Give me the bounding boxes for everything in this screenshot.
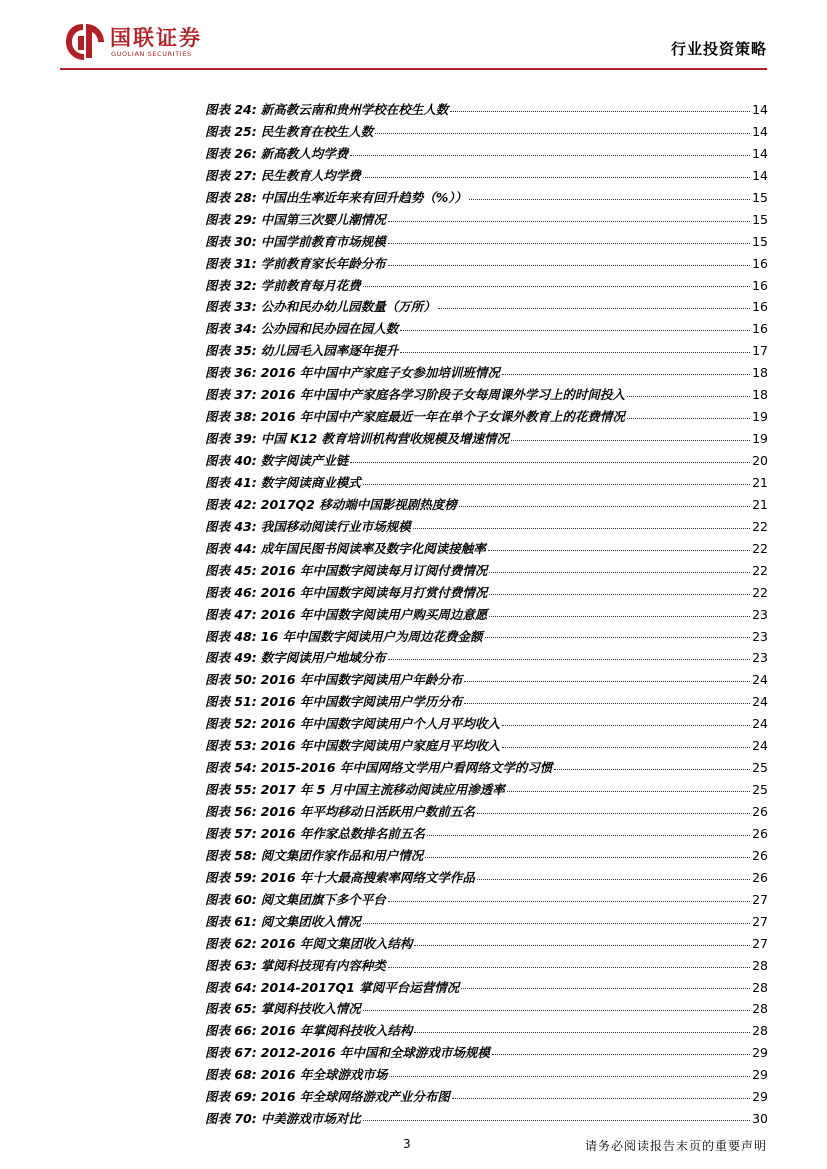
- toc-entry[interactable]: [205, 428, 768, 450]
- toc-leader-dots: [488, 550, 750, 551]
- toc-entry-title: 学前教育每月花费: [260, 277, 361, 293]
- toc-entry[interactable]: [205, 845, 768, 867]
- toc-entry-page: 19: [752, 409, 768, 425]
- toc-entry-page: 26: [752, 825, 768, 841]
- figure-index-list: [205, 99, 768, 1130]
- toc-entry[interactable]: [205, 253, 768, 275]
- toc-leader-dots: [489, 616, 750, 617]
- toc-entry-label: 图表 38:: [205, 409, 257, 425]
- toc-entry-page: 14: [752, 102, 768, 117]
- toc-leader-dots: [389, 1076, 750, 1077]
- toc-entry-title: 2016 年中国中产家庭子女参加培训班情况: [260, 365, 500, 381]
- toc-leader-dots: [464, 681, 750, 682]
- toc-entry-title: 民生教育在校生人数: [260, 123, 374, 139]
- toc-entry-label: 图表 43:: [205, 518, 257, 534]
- toc-entry[interactable]: [205, 340, 768, 362]
- toc-entry[interactable]: [205, 977, 768, 999]
- toc-entry-page: 29: [752, 1067, 768, 1083]
- toc-entry-label: 图表 27:: [205, 167, 257, 183]
- toc-leader-dots: [627, 418, 750, 419]
- toc-entry-title: 成年国民图书阅读率及数字化阅读接触率: [260, 540, 486, 556]
- toc-leader-dots: [414, 1032, 750, 1033]
- toc-entry-page: 25: [752, 782, 768, 798]
- toc-leader-dots: [388, 901, 750, 902]
- toc-entry[interactable]: [205, 165, 768, 187]
- toc-leader-dots: [464, 703, 750, 704]
- toc-entry-title: 2016 年中国中产家庭各学习阶段子女每周课外学习上的时间投入: [260, 387, 625, 403]
- toc-entry[interactable]: [205, 691, 768, 713]
- toc-entry-label: 图表 57:: [205, 825, 257, 841]
- toc-entry-label: 图表 49:: [205, 650, 257, 666]
- toc-entry-label: 图表 48:: [205, 628, 257, 644]
- toc-entry-title: 中国 K12 教育培训机构营收规模及增速情况: [260, 431, 510, 447]
- toc-entry[interactable]: [205, 494, 768, 516]
- toc-entry-page: 27: [752, 935, 768, 951]
- toc-entry-label: 图表 50:: [205, 672, 257, 688]
- toc-entry-label: 图表 37:: [205, 387, 257, 403]
- toc-leader-dots: [627, 396, 750, 397]
- toc-entry-title: 数字阅读商业模式: [260, 474, 361, 490]
- toc-leader-dots: [400, 352, 750, 353]
- toc-leader-dots: [502, 725, 750, 726]
- toc-entry-page: 24: [752, 716, 768, 732]
- toc-leader-dots: [450, 111, 750, 112]
- toc-entry-title: 2017Q2 移动端中国影视剧热度榜: [260, 496, 457, 512]
- toc-entry[interactable]: [205, 121, 768, 143]
- toc-entry[interactable]: [205, 209, 768, 231]
- toc-entry-label: 图表 41:: [205, 474, 257, 490]
- toc-entry-title: 2016 年中国数字阅读用户年龄分布: [260, 672, 463, 688]
- toc-entry[interactable]: [205, 626, 768, 648]
- toc-entry-page: 15: [752, 189, 768, 205]
- toc-entry-page: 21: [752, 496, 768, 512]
- toc-entry[interactable]: [205, 1064, 768, 1086]
- toc-entry-label: 图表 34:: [205, 321, 257, 337]
- logo-subtitle: GUOLIAN SECURITIES: [111, 50, 192, 58]
- toc-leader-dots: [452, 1098, 750, 1099]
- toc-entry[interactable]: [205, 318, 768, 340]
- toc-entry-label: 图表 55:: [205, 782, 257, 798]
- toc-leader-dots: [363, 1010, 750, 1011]
- toc-entry-page: 28: [752, 957, 768, 973]
- toc-entry[interactable]: [205, 823, 768, 845]
- toc-entry-title: 2016 年中国中产家庭最近一年在单个子女课外教育上的花费情况: [260, 409, 625, 425]
- toc-entry[interactable]: [205, 998, 768, 1020]
- toc-entry-label: 图表 66:: [205, 1023, 257, 1039]
- toc-entry-label: 图表 67:: [205, 1045, 257, 1061]
- toc-leader-dots: [554, 769, 750, 770]
- toc-leader-dots: [492, 1054, 750, 1055]
- toc-entry-label: 图表 25:: [205, 123, 257, 139]
- toc-leader-dots: [363, 923, 750, 924]
- toc-entry-label: 图表 35:: [205, 343, 257, 359]
- toc-entry-page: 28: [752, 1023, 768, 1039]
- toc-entry-page: 26: [752, 869, 768, 885]
- toc-entry-title: 2016 年阅文集团收入结构: [260, 935, 413, 951]
- page-number: 3: [403, 1137, 411, 1151]
- toc-entry[interactable]: [205, 296, 768, 318]
- toc-entry-label: 图表 54:: [205, 760, 257, 776]
- header-divider: [60, 68, 767, 70]
- toc-entry-label: 图表 58:: [205, 847, 257, 863]
- toc-entry-page: 19: [752, 431, 768, 447]
- toc-entry-label: 图表 39:: [205, 431, 257, 447]
- toc-entry-title: 2016 年掌阅科技收入结构: [260, 1023, 413, 1039]
- toc-entry-label: 图表 24:: [205, 102, 257, 117]
- toc-entry[interactable]: [205, 384, 768, 406]
- toc-entry-title: 中美游戏市场对比: [260, 1111, 361, 1127]
- toc-entry-page: 21: [752, 474, 768, 490]
- toc-entry-page: 27: [752, 891, 768, 907]
- toc-entry[interactable]: [205, 143, 768, 165]
- toc-entry-title: 新高教人均学费: [260, 145, 349, 161]
- toc-entry-title: 民生教育人均学费: [260, 167, 361, 183]
- logo-emblem-icon: [60, 18, 106, 64]
- toc-entry-label: 图表 32:: [205, 277, 257, 293]
- toc-entry[interactable]: [205, 669, 768, 691]
- toc-entry-page: 15: [752, 211, 768, 227]
- toc-entry-title: 阅文集团旗下多个平台: [260, 891, 386, 907]
- toc-entry[interactable]: [205, 801, 768, 823]
- toc-entry[interactable]: [205, 560, 768, 582]
- toc-entry-title: 中国学前教育市场规模: [260, 233, 386, 249]
- toc-entry-page: 22: [752, 562, 768, 578]
- toc-entry-title: 2016 年全球游戏市场: [260, 1067, 388, 1083]
- toc-entry-label: 图表 65:: [205, 1001, 257, 1017]
- toc-entry-title: 2017 年 5 月中国主流移动阅读应用渗透率: [260, 782, 505, 798]
- toc-entry-page: 22: [752, 584, 768, 600]
- toc-entry-label: 图表 33:: [205, 299, 257, 315]
- toc-entry-label: 图表 61:: [205, 913, 257, 929]
- toc-leader-dots: [363, 1120, 750, 1121]
- toc-entry[interactable]: [205, 187, 768, 209]
- toc-entry-page: 14: [752, 145, 768, 161]
- toc-entry-page: 23: [752, 606, 768, 622]
- toc-entry-label: 图表 31:: [205, 255, 257, 271]
- toc-entry-title: 阅文集团作家作品和用户情况: [260, 847, 424, 863]
- toc-entry-page: 24: [752, 738, 768, 754]
- toc-entry-title: 掌阅科技收入情况: [260, 1001, 361, 1017]
- toc-leader-dots: [502, 747, 750, 748]
- toc-entry-page: 24: [752, 694, 768, 710]
- toc-leader-dots: [477, 879, 750, 880]
- toc-entry[interactable]: [205, 867, 768, 889]
- report-category: 行业投资策略: [670, 40, 767, 58]
- toc-entry-label: 图表 29:: [205, 211, 257, 227]
- toc-entry-page: 25: [752, 760, 768, 776]
- toc-entry-title: 2016 年中国数字阅读用户个人月平均收入: [260, 716, 500, 732]
- toc-leader-dots: [489, 594, 750, 595]
- toc-leader-dots: [469, 199, 750, 200]
- toc-leader-dots: [438, 308, 750, 309]
- toc-entry-title: 2016 年平均移动日活跃用户数前五名: [260, 804, 475, 819]
- toc-entry-page: 27: [752, 913, 768, 929]
- toc-entry[interactable]: [205, 231, 768, 253]
- toc-entry-label: 图表 51:: [205, 694, 257, 710]
- toc-entry-page: 16: [752, 255, 768, 271]
- toc-entry[interactable]: [205, 516, 768, 538]
- toc-entry-title: 公办和民办幼儿园数量（万所）: [260, 299, 436, 315]
- toc-entry[interactable]: [205, 911, 768, 933]
- toc-entry[interactable]: [205, 99, 768, 121]
- toc-entry-title: 数字阅读用户地域分布: [260, 650, 386, 666]
- toc-entry-title: 2012-2016 年中国和全球游戏市场规模: [260, 1045, 490, 1061]
- toc-entry[interactable]: [205, 933, 768, 955]
- toc-entry-label: 图表 62:: [205, 935, 257, 951]
- toc-entry-label: 图表 44:: [205, 540, 257, 556]
- toc-entry[interactable]: [205, 779, 768, 801]
- toc-entry-page: 28: [752, 1001, 768, 1017]
- toc-entry-label: 图表 53:: [205, 738, 257, 754]
- toc-entry-label: 图表 46:: [205, 584, 257, 600]
- toc-entry-page: 17: [752, 343, 768, 359]
- toc-leader-dots: [363, 286, 750, 287]
- toc-entry-page: 23: [752, 650, 768, 666]
- toc-leader-dots: [388, 221, 750, 222]
- toc-entry-label: 图表 63:: [205, 957, 257, 973]
- toc-entry-page: 26: [752, 804, 768, 819]
- toc-leader-dots: [507, 791, 750, 792]
- toc-entry-label: 图表 69:: [205, 1089, 257, 1105]
- toc-entry-page: 14: [752, 167, 768, 183]
- toc-entry-page: 30: [752, 1111, 768, 1127]
- toc-entry-page: 23: [752, 628, 768, 644]
- toc-entry-page: 14: [752, 123, 768, 139]
- toc-entry-title: 2016 年作家总数排名前五名: [260, 825, 425, 841]
- toc-entry[interactable]: [205, 582, 768, 604]
- toc-leader-dots: [427, 835, 750, 836]
- toc-entry-title: 掌阅科技现有内容种类: [260, 957, 386, 973]
- toc-entry-label: 图表 70:: [205, 1111, 257, 1127]
- toc-leader-dots: [375, 133, 750, 134]
- toc-leader-dots: [425, 857, 750, 858]
- toc-entry-page: 22: [752, 518, 768, 534]
- footer-disclaimer: 请务必阅读报告末页的重要声明: [584, 1139, 767, 1153]
- toc-entry-label: 图表 52:: [205, 716, 257, 732]
- toc-entry-page: 24: [752, 672, 768, 688]
- toc-entry-label: 图表 45:: [205, 562, 257, 578]
- toc-entry-title: 2014-2017Q1 掌阅平台运营情况: [260, 979, 460, 995]
- toc-entry-label: 图表 26:: [205, 145, 257, 161]
- toc-entry-label: 图表 60:: [205, 891, 257, 907]
- toc-entry-title: 2016 年中国数字阅读每月订阅付费情况: [260, 562, 488, 578]
- toc-entry-page: 26: [752, 847, 768, 863]
- toc-leader-dots: [511, 440, 750, 441]
- toc-leader-dots: [388, 967, 750, 968]
- toc-entry[interactable]: [205, 955, 768, 977]
- toc-entry[interactable]: [205, 713, 768, 735]
- toc-leader-dots: [413, 528, 750, 529]
- toc-entry[interactable]: [205, 275, 768, 297]
- toc-entry-title: 公办园和民办园在园人数: [260, 321, 399, 337]
- toc-entry-title: 2016 年全球网络游戏产业分布图: [260, 1089, 450, 1105]
- toc-entry-label: 图表 28:: [205, 189, 257, 205]
- toc-entry-title: 中国出生率近年来有回升趋势（%））: [260, 189, 468, 205]
- toc-leader-dots: [477, 813, 750, 814]
- toc-entry-title: 2016 年中国数字阅读每月打赏付费情况: [260, 584, 488, 600]
- toc-entry-label: 图表 40:: [205, 453, 257, 468]
- toc-entry-title: 新高教云南和贵州学校在校生人数: [260, 102, 449, 117]
- toc-entry-title: 2016 年中国数字阅读用户购买周边意愿: [260, 606, 488, 622]
- toc-entry-page: 16: [752, 299, 768, 315]
- toc-entry[interactable]: [205, 538, 768, 560]
- toc-entry[interactable]: [205, 406, 768, 428]
- toc-entry-label: 图表 68:: [205, 1067, 257, 1083]
- toc-leader-dots: [363, 177, 750, 178]
- toc-entry-page: 29: [752, 1045, 768, 1061]
- toc-entry[interactable]: [205, 1042, 768, 1064]
- toc-entry[interactable]: [205, 472, 768, 494]
- toc-leader-dots: [388, 265, 750, 266]
- toc-entry[interactable]: [205, 1020, 768, 1042]
- toc-entry-label: 图表 42:: [205, 496, 257, 512]
- toc-entry-page: 18: [752, 365, 768, 381]
- company-logo: [60, 18, 260, 68]
- toc-entry-title: 16 年中国数字阅读用户为周边花费金额: [260, 628, 483, 644]
- toc-leader-dots: [502, 374, 750, 375]
- toc-entry-title: 数字阅读产业链: [260, 453, 349, 468]
- toc-entry[interactable]: [205, 757, 768, 779]
- page-header: [0, 0, 827, 90]
- toc-entry-label: 图表 59:: [205, 869, 257, 885]
- toc-entry[interactable]: [205, 1108, 768, 1130]
- toc-entry-title: 2016 年十大最高搜索率网络文学作品: [260, 869, 475, 885]
- toc-entry-label: 图表 30:: [205, 233, 257, 249]
- toc-entry-title: 2015-2016 年中国网络文学用户看网络文学的习惯: [260, 760, 553, 776]
- toc-entry-page: 18: [752, 387, 768, 403]
- toc-entry-title: 2016 年中国数字阅读用户家庭月平均收入: [260, 738, 500, 754]
- toc-entry-page: 20: [752, 453, 768, 468]
- toc-entry[interactable]: [205, 450, 768, 472]
- toc-entry-title: 2016 年中国数字阅读用户学历分布: [260, 694, 463, 710]
- toc-entry-page: 29: [752, 1089, 768, 1105]
- toc-leader-dots: [414, 945, 750, 946]
- toc-entry-title: 学前教育家长年龄分布: [260, 255, 386, 271]
- toc-leader-dots: [363, 484, 750, 485]
- logo-name: 国联证券: [110, 26, 202, 50]
- toc-entry[interactable]: [205, 362, 768, 384]
- toc-entry-page: 28: [752, 979, 768, 995]
- toc-entry-title: 中国第三次婴儿潮情况: [260, 211, 386, 227]
- toc-entry-title: 阅文集团收入情况: [260, 913, 361, 929]
- toc-entry[interactable]: [205, 604, 768, 626]
- toc-leader-dots: [388, 243, 750, 244]
- toc-entry-label: 图表 64:: [205, 979, 257, 995]
- toc-entry-page: 22: [752, 540, 768, 556]
- toc-entry[interactable]: [205, 735, 768, 757]
- toc-entry-title: 幼儿园毛入园率逐年提升: [260, 343, 399, 359]
- toc-leader-dots: [388, 659, 750, 660]
- toc-entry[interactable]: [205, 647, 768, 669]
- toc-entry-page: 15: [752, 233, 768, 249]
- toc-entry[interactable]: [205, 1086, 768, 1108]
- toc-entry-label: 图表 36:: [205, 365, 257, 381]
- toc-leader-dots: [400, 330, 750, 331]
- toc-leader-dots: [489, 572, 750, 573]
- toc-leader-dots: [350, 462, 750, 463]
- toc-entry-label: 图表 56:: [205, 804, 257, 819]
- toc-entry-page: 16: [752, 277, 768, 293]
- toc-entry-title: 我国移动阅读行业市场规模: [260, 518, 411, 534]
- toc-entry[interactable]: [205, 889, 768, 911]
- toc-leader-dots: [459, 506, 750, 507]
- toc-leader-dots: [461, 988, 750, 989]
- toc-entry-page: 16: [752, 321, 768, 337]
- toc-leader-dots: [485, 637, 751, 638]
- toc-entry-label: 图表 47:: [205, 606, 257, 622]
- toc-leader-dots: [350, 155, 750, 156]
